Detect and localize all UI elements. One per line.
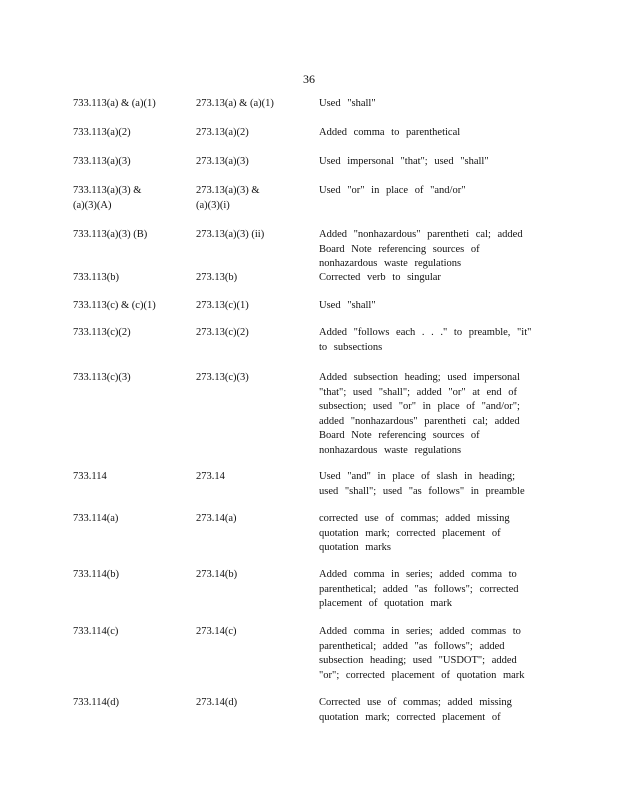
change-description-cell: Used "and" in place of slash in heading; used "shall"; used "as follows" in preamble bbox=[319, 471, 525, 497]
table-row bbox=[73, 184, 543, 228]
table-row bbox=[73, 271, 543, 299]
new-section-cell: 273.14(b) bbox=[196, 569, 238, 580]
old-section-cell: 733.114 bbox=[73, 471, 107, 482]
new-section-cell: 273.13(c)(2) bbox=[196, 327, 249, 338]
old-section-cell: 733.113(a)(3) & (a)(3)(A) bbox=[73, 185, 142, 211]
page-number: 36 bbox=[303, 72, 315, 86]
old-section-cell: 733.113(a)(3) (B) bbox=[73, 229, 148, 240]
old-section-cell: 733.114(c) bbox=[73, 626, 119, 637]
change-description-cell: corrected use of commas; added missing quotation mark; corrected placement of quotation marks bbox=[319, 513, 510, 554]
new-section-cell: 273.13(b) bbox=[196, 272, 238, 283]
new-section-cell: 273.13(a) & (a)(1) bbox=[196, 98, 274, 109]
old-section-cell: 733.113(b) bbox=[73, 272, 119, 283]
new-section-cell: 273.13(c)(1) bbox=[196, 300, 249, 311]
change-description-cell: Added comma in series; added comma to parenthetical; added "as follows"; corrected placement of quotation mark bbox=[319, 569, 519, 610]
section-correlation-table bbox=[73, 97, 543, 726]
old-section-cell: 733.113(c)(3) bbox=[73, 372, 131, 383]
old-section-cell: 733.113(c) & (c)(1) bbox=[73, 300, 156, 311]
new-section-cell: 273.14(c) bbox=[196, 626, 237, 637]
table-row bbox=[73, 155, 543, 184]
table-row bbox=[73, 326, 543, 371]
change-description-cell: Used impersonal "that"; used "shall" bbox=[319, 156, 489, 167]
old-section-cell: 733.113(a)(3) bbox=[73, 156, 131, 167]
old-section-cell: 733.114(d) bbox=[73, 697, 119, 708]
change-description-cell: Used "shall" bbox=[319, 98, 376, 109]
table-row bbox=[73, 568, 543, 625]
new-section-cell: 273.13(a)(2) bbox=[196, 127, 249, 138]
new-section-cell: 273.13(a)(3) & (a)(3)(i) bbox=[196, 185, 260, 211]
new-section-cell: 273.13(c)(3) bbox=[196, 372, 249, 383]
new-section-cell: 273.13(a)(3) bbox=[196, 156, 249, 167]
table-row bbox=[73, 696, 543, 726]
table-row bbox=[73, 371, 543, 470]
change-description-cell: Added subsection heading; used impersonal "that"; used "shall"; added "or" at end of subsection; used "or" in place of "and/or"; added "nonhazardous" parentheti cal; added Board Note referencing sources of nonhazardous waste regulations bbox=[319, 372, 520, 456]
change-description-cell: Added comma to parenthetical bbox=[319, 127, 461, 138]
old-section-cell: 733.113(a)(2) bbox=[73, 127, 131, 138]
new-section-cell: 273.14 bbox=[196, 471, 225, 482]
table-row bbox=[73, 228, 543, 271]
change-description-cell: Added "follows each . . ." to preamble, "it" to subsections bbox=[319, 327, 532, 353]
old-section-cell: 733.113(a) & (a)(1) bbox=[73, 98, 156, 109]
change-description-cell: Used "or" in place of "and/or" bbox=[319, 185, 466, 196]
old-section-cell: 733.114(a) bbox=[73, 513, 119, 524]
new-section-cell: 273.14(a) bbox=[196, 513, 237, 524]
table-row bbox=[73, 97, 543, 126]
table-row bbox=[73, 470, 543, 512]
old-section-cell: 733.114(b) bbox=[73, 569, 119, 580]
change-description-cell: Added "nonhazardous" parentheti cal; added Board Note referencing sources of nonhazardous waste regulations bbox=[319, 229, 523, 270]
table-row bbox=[73, 512, 543, 568]
table-row bbox=[73, 126, 543, 155]
new-section-cell: 273.13(a)(3) (ii) bbox=[196, 229, 265, 240]
change-description-cell: Corrected verb to singular bbox=[319, 272, 441, 283]
old-section-cell: 733.113(c)(2) bbox=[73, 327, 131, 338]
new-section-cell: 273.14(d) bbox=[196, 697, 238, 708]
change-description-cell: Corrected use of commas; added missing quotation mark; corrected placement of bbox=[319, 697, 512, 723]
table-row bbox=[73, 299, 543, 326]
change-description-cell: Used "shall" bbox=[319, 300, 376, 311]
table-row bbox=[73, 625, 543, 696]
change-description-cell: Added comma in series; added commas to parenthetical; added "as follows"; added subsection heading; used "USDOT"; added "or"; corrected placement of quotation mark bbox=[319, 626, 525, 681]
